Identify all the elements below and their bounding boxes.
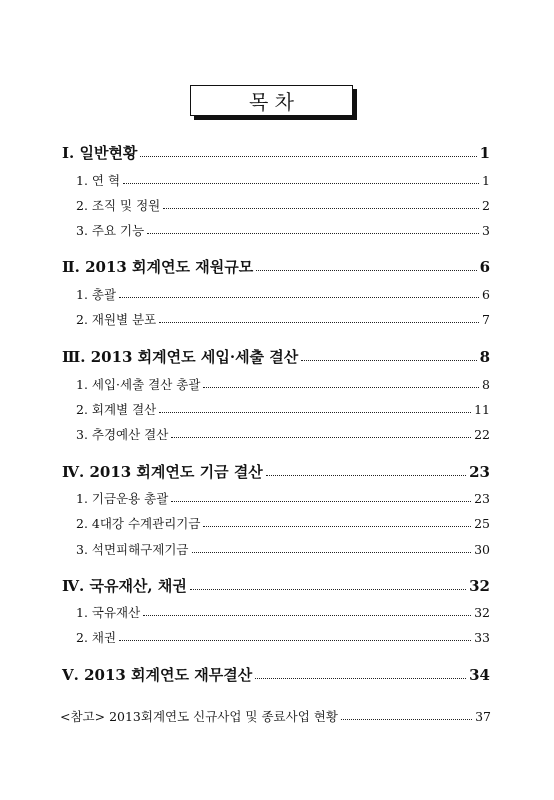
toc-title-frame [190,85,355,118]
toc-entry-4-2[interactable] [76,514,490,532]
toc-label: Ⅳ. 국유재산, 채권 [62,577,187,595]
toc-entry-2-2[interactable] [76,310,490,328]
leader-dots [341,718,472,720]
leader-dots [119,639,471,641]
toc-entry-3-1[interactable] [76,375,490,393]
leader-dots [256,269,476,271]
toc-section-5[interactable] [62,575,490,596]
toc-page-number: 3 [482,223,490,238]
leader-dots [143,614,471,616]
toc-label: Ⅰ. 일반현황 [62,144,138,162]
toc-label: 1. 세입·세출 결산 총괄 [76,377,201,392]
leader-dots [147,232,479,234]
toc-section-4[interactable] [62,461,490,482]
toc-page-number: 8 [479,348,490,366]
toc-page-number: 32 [469,577,490,595]
toc-label: 3. 석면피해구제기금 [76,542,189,557]
toc-entry-4-1[interactable] [76,489,490,507]
toc-entry-5-1[interactable] [76,603,490,621]
leader-dots [119,296,479,298]
toc-section-3[interactable] [62,346,490,367]
leader-dots [123,182,479,184]
leader-dots [190,588,466,590]
toc-entry-2-1[interactable] [76,285,490,303]
leader-dots [171,436,471,438]
leader-dots [159,411,471,413]
leader-dots [255,677,466,679]
toc-entry-3-3[interactable] [76,425,490,443]
leader-dots [203,386,479,388]
toc-entry-1-3[interactable] [76,221,490,239]
toc-entry-5-2[interactable] [76,628,490,646]
toc-label: 2. 4대강 수계관리기금 [76,516,201,531]
toc-label: Ⅱ. 2013 회계연도 재원규모 [62,258,254,276]
toc-entry-3-2[interactable] [76,400,490,418]
toc-page-number: 33 [474,630,490,645]
toc-label: Ⅳ. 2013 회계연도 기금 결산 [62,463,263,481]
toc-label: 3. 주요 기능 [76,223,145,238]
toc-label: Ⅲ. 2013 회계연도 세입·세출 결산 [62,348,299,366]
leader-dots [140,155,476,157]
toc-page-number: 1 [482,173,490,188]
toc-page-number: 22 [474,427,490,442]
toc-page-number: 1 [479,144,490,162]
toc-label: 2. 조직 및 정원 [76,198,161,213]
toc-entry-4-3[interactable] [76,540,490,558]
toc-entry-1-2[interactable] [76,196,490,214]
toc-page-number: 8 [482,377,490,392]
toc-label: 1. 국유재산 [76,605,141,620]
toc-section-2[interactable] [62,256,490,277]
toc-title: 목 차 [190,85,353,116]
toc-page-number: 32 [474,605,490,620]
leader-dots [159,321,479,323]
toc-page-number: 34 [469,666,490,684]
leader-dots [171,500,471,502]
toc-page-number: 30 [474,542,490,557]
leader-dots [163,207,479,209]
toc-page-number: 11 [474,402,490,417]
toc-page-number: 23 [474,491,490,506]
toc-reference[interactable] [60,707,491,725]
toc-label: 1. 기금운용 총괄 [76,491,169,506]
leader-dots [203,525,471,527]
toc-page-number: 2 [482,198,490,213]
toc-section-1[interactable] [62,142,490,163]
toc-label: Ⅴ. 2013 회계연도 재무결산 [62,666,253,684]
toc-entry-1-1[interactable] [76,171,490,189]
toc-page-number: 25 [474,516,490,531]
toc-label: 1. 총괄 [76,287,117,302]
toc-label: 3. 추경예산 결산 [76,427,169,442]
toc-page-number: 37 [475,709,491,724]
leader-dots [266,474,466,476]
toc-page-number: 6 [479,258,490,276]
toc-page-number: 23 [469,463,490,481]
leader-dots [192,551,472,553]
toc-page-number: 7 [482,312,490,327]
leader-dots [301,359,476,361]
toc-page-number: 6 [482,287,490,302]
toc-label: <참고> 2013회계연도 신규사업 및 종료사업 현황 [60,709,338,724]
toc-label: 1. 연 혁 [76,173,121,188]
toc-section-6[interactable] [62,664,490,685]
toc-label: 2. 채권 [76,630,117,645]
toc-label: 2. 회계별 결산 [76,402,157,417]
toc-label: 2. 재원별 분포 [76,312,157,327]
